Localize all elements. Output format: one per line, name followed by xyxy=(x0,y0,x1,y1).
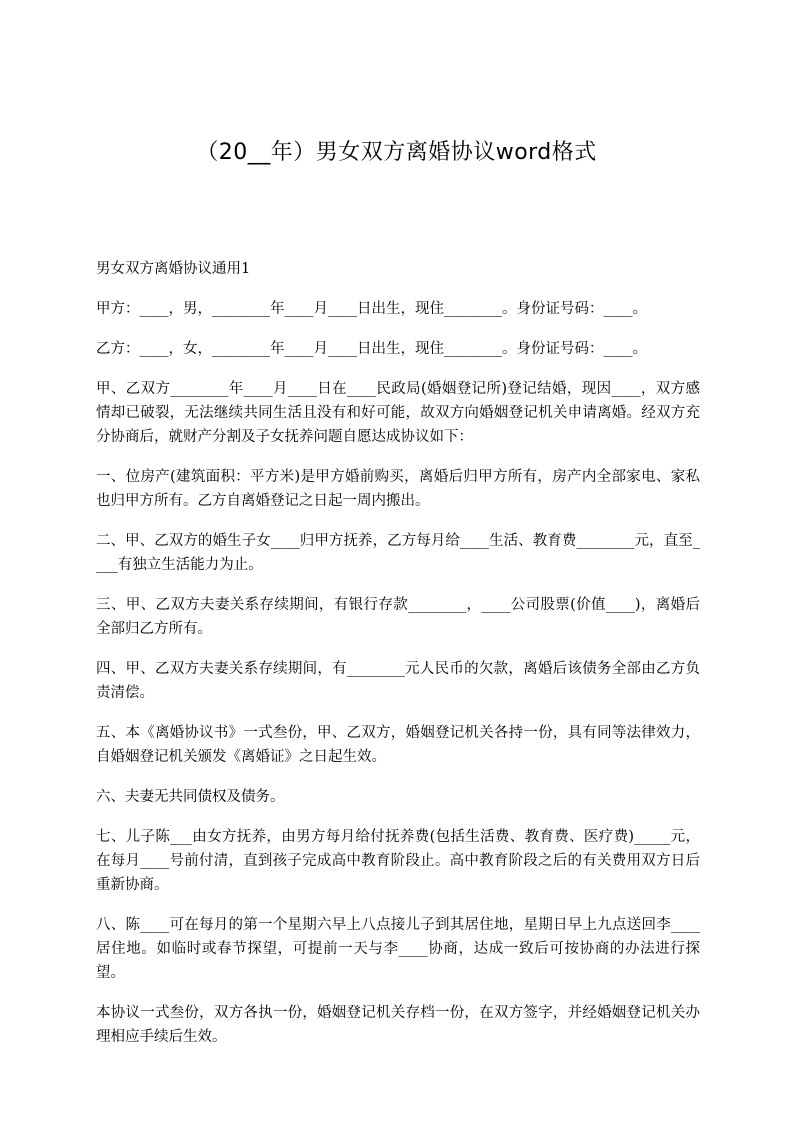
section-heading: 男女双方离婚协议通用1 xyxy=(96,261,251,277)
clause-5-paragraph: 五、本《离婚协议书》一式叁份，甲、乙双方，婚姻登记机关各持一份，具有同等法律效力，自婚姻登记机关颁发《离婚证》之日起生效。 xyxy=(96,725,700,765)
closing-paragraph: 本协议一式叁份，双方各执一份，婚姻登记机关存档一份，在双方签字，并经婚姻登记机关办理相应手续后生效。 xyxy=(96,1005,700,1045)
clause-1-paragraph: 一、位房产(建筑面积：平方米)是甲方婚前购买，离婚后归甲方所有，房产内全部家电、家私也归甲方所有。乙方自离婚登记之日起一周内搬出。 xyxy=(96,469,700,509)
party-a-line: 甲方：____，男，________年____月____日出生，现住________。身份证号码：____。 xyxy=(96,301,647,317)
clause-3-paragraph: 三、甲、乙双方夫妻关系存续期间，有银行存款________，____公司股票(价值____)，离婚后全部归乙方所有。 xyxy=(96,597,700,637)
clause-4-paragraph: 四、甲、乙双方夫妻关系存续期间，有________元人民币的欠款，离婚后该债务全部由乙方负责清偿。 xyxy=(96,661,700,701)
clause-2-paragraph: 二、甲、乙双方的婚生子女____归甲方抚养，乙方每月给____生活、教育费________元，直至____有独立生活能力为止。 xyxy=(96,533,700,573)
clause-8-paragraph: 八、陈____可在每月的第一个星期六早上八点接儿子到其居住地，星期日早上九点送回李____居住地。如临时或春节探望，可提前一天与李____协商，达成一致后可按协商的办法进行探望。 xyxy=(96,917,700,981)
preamble-paragraph: 甲、乙双方________年____月____日在____民政局(婚姻登记所)登记结婚，现因____，双方感情却已破裂，无法继续共同生活且没有和好可能，故双方向婚姻登记机关申请离婚。经双方充分协商后，就财产分割及子女抚养问题自愿达成协议如下： xyxy=(96,381,700,445)
clause-6-paragraph: 六、夫妻无共同债权及债务。 xyxy=(96,789,285,805)
document-body xyxy=(96,257,700,1065)
party-b-line: 乙方：____，女，________年____月____日出生，现住________。身份证号码：____。 xyxy=(96,341,647,357)
document-title: （20__年）男女双方离婚协议word格式 xyxy=(196,140,597,165)
clause-7-paragraph: 七、儿子陈___由女方抚养，由男方每月给付抚养费(包括生活费、教育费、医疗费)_____元，在每月____号前付清，直到孩子完成高中教育阶段止。高中教育阶段之后的有关费用双方日后重新协商。 xyxy=(96,829,700,893)
